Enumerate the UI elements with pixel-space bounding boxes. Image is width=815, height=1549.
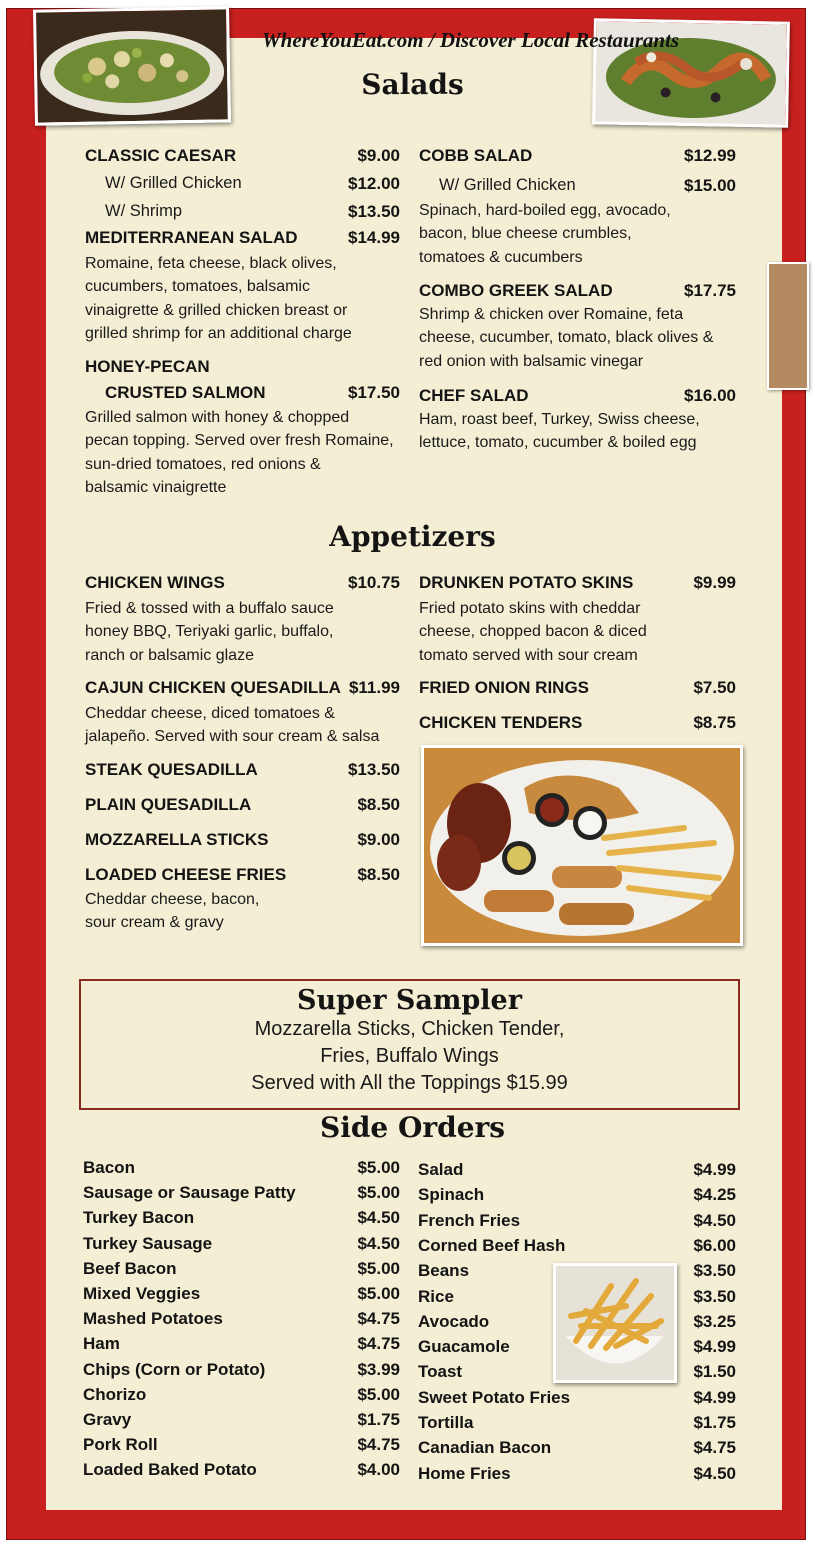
- side-tab-photo: [767, 262, 809, 390]
- mediterranean-price: $14.99: [348, 228, 400, 247]
- side-order-item: Beans: [418, 1261, 470, 1281]
- side-order-price: $5.00: [357, 1183, 400, 1203]
- desc-line: Fried potato skins with cheddar: [419, 600, 641, 617]
- side-order-item: Gravy: [83, 1410, 132, 1429]
- chicken-wings-price: $10.75: [348, 573, 400, 592]
- honey-pecan-price: $17.50: [348, 383, 400, 402]
- desc-line: tomatoes & cucumbers: [419, 248, 583, 266]
- desc-line: Spinach, hard-boiled egg, avocado,: [419, 202, 671, 219]
- side-order-price: $3.25: [693, 1311, 736, 1331]
- side-order-item: Rice: [418, 1286, 454, 1306]
- side-order-price: $5.00: [357, 1158, 400, 1177]
- side-order-price: $4.50: [693, 1463, 736, 1483]
- desc-line: Shrimp & chicken over Romaine, feta: [419, 306, 684, 323]
- chicken-wings-name: CHICKEN WINGS: [85, 573, 225, 592]
- super-sampler-line: Mozzarella Sticks, Chicken Tender,: [254, 1018, 565, 1040]
- side-order-price: $4.00: [357, 1460, 400, 1480]
- side-orders-title: Side Orders: [319, 1111, 506, 1144]
- side-order-item: Toast: [418, 1362, 463, 1382]
- appetizer-platter-photo: [421, 745, 743, 946]
- side-order-item: Bacon: [83, 1158, 135, 1177]
- desc-line: red onion with balsamic vinegar: [419, 352, 644, 370]
- desc-line: Cheddar cheese, bacon,: [85, 891, 260, 908]
- drunken-potato-skins-name: DRUNKEN POTATO SKINS: [419, 573, 634, 592]
- side-order-item: Mixed Veggies: [83, 1284, 201, 1303]
- classic-caesar-price: $9.00: [357, 146, 400, 165]
- mozzarella-sticks-price: $9.00: [357, 830, 400, 849]
- side-order-item: Canadian Bacon: [418, 1438, 552, 1458]
- desc-line: jalapeño. Served with sour cream & salsa: [85, 728, 380, 746]
- side-order-price: $4.25: [693, 1185, 736, 1205]
- side-order-price: $4.75: [357, 1334, 400, 1354]
- super-sampler-title: Super Sampler: [297, 985, 522, 1016]
- mediterranean-desc: [85, 252, 415, 345]
- classic-caesar-name: CLASSIC CAESAR: [85, 146, 237, 165]
- side-order-item: Mashed Potatoes: [83, 1309, 223, 1329]
- honey-pecan-name-1: HONEY-PECAN: [85, 357, 210, 376]
- side-order-price: $3.50: [693, 1261, 736, 1281]
- desc-line: lettuce, tomato, cucumber & boiled egg: [419, 434, 697, 452]
- side-order-item: Pork Roll: [83, 1435, 158, 1455]
- chef-salad-desc: [419, 408, 749, 455]
- cobb-chicken-option: W/ Grilled Chicken: [439, 176, 576, 194]
- side-order-item: Avocado: [418, 1311, 490, 1331]
- cobb-desc: [419, 199, 749, 269]
- cajun-quesadilla-name: CAJUN CHICKEN QUESADILLA: [85, 678, 341, 697]
- caesar-chicken-price: $12.00: [348, 174, 400, 193]
- side-order-price: $4.75: [693, 1438, 736, 1458]
- fried-onion-rings-name: FRIED ONION RINGS: [419, 678, 590, 697]
- combo-greek-name: COMBO GREEK SALAD: [419, 281, 613, 300]
- desc-line: grilled shrimp for an additional charge: [85, 324, 352, 342]
- desc-line: bacon, blue cheese crumbles,: [419, 225, 632, 243]
- desc-line: Romaine, feta cheese, black olives,: [85, 255, 337, 272]
- desc-line: Cheddar cheese, diced tomatoes &: [85, 705, 335, 722]
- side-order-price: $1.75: [693, 1413, 736, 1432]
- loaded-cheese-fries-desc: [85, 888, 415, 935]
- side-order-price: $6.00: [693, 1235, 736, 1255]
- caesar-shrimp-option: W/ Shrimp: [105, 202, 183, 220]
- side-order-item: Home Fries: [418, 1463, 511, 1483]
- side-order-price: $5.00: [357, 1258, 400, 1278]
- side-order-price: $5.00: [357, 1284, 400, 1303]
- side-order-item: Loaded Baked Potato: [83, 1460, 257, 1480]
- site-watermark: WhereYouEat.com / Discover Local Restaurants: [262, 28, 680, 52]
- desc-line: pecan topping. Served over fresh Romaine,: [85, 432, 394, 450]
- chef-salad-price: $16.00: [684, 386, 736, 405]
- side-order-price: $4.99: [693, 1337, 736, 1357]
- chicken-wings-desc: [85, 597, 415, 667]
- side-order-item: Guacamole: [418, 1337, 510, 1357]
- side-order-item: Salad: [418, 1160, 464, 1179]
- desc-line: Ham, roast beef, Turkey, Swiss cheese,: [419, 411, 700, 428]
- side-order-price: $4.75: [357, 1309, 400, 1329]
- side-order-item: Sweet Potato Fries: [418, 1387, 571, 1407]
- desc-line: Grilled salmon with honey & chopped: [85, 409, 350, 426]
- loaded-cheese-fries-name: LOADED CHEESE FRIES: [85, 865, 287, 884]
- side-order-item: Ham: [83, 1334, 120, 1354]
- drunken-potato-skins-desc: [419, 597, 749, 667]
- side-order-item: Corned Beef Hash: [418, 1235, 566, 1255]
- caesar-salad-photo: [33, 6, 231, 125]
- honey-pecan-name-2: CRUSTED SALMON: [105, 383, 266, 402]
- side-order-price: $5.00: [357, 1384, 400, 1404]
- caesar-chicken-option: W/ Grilled Chicken: [105, 174, 242, 192]
- desc-line: tomato served with sour cream: [419, 646, 638, 664]
- desc-line: Fried & tossed with a buffalo sauce: [85, 600, 334, 617]
- side-order-price: $3.99: [357, 1359, 400, 1379]
- side-order-item: Spinach: [418, 1185, 485, 1205]
- side-order-price: $4.50: [357, 1233, 400, 1253]
- desc-line: cheese, chopped bacon & diced: [419, 623, 647, 641]
- mediterranean-name: MEDITERRANEAN SALAD: [85, 228, 298, 247]
- desc-line: ranch or balsamic glaze: [85, 646, 254, 664]
- plain-quesadilla-name: PLAIN QUESADILLA: [85, 795, 252, 814]
- super-sampler-line: Served with All the Toppings $15.99: [251, 1072, 568, 1094]
- side-order-price: $3.50: [693, 1286, 736, 1306]
- desc-line: balsamic vinaigrette: [85, 478, 227, 496]
- mozzarella-sticks-name: MOZZARELLA STICKS: [85, 830, 269, 849]
- side-order-item: French Fries: [418, 1210, 521, 1230]
- side-order-item: Sausage or Sausage Patty: [83, 1183, 296, 1203]
- combo-greek-price: $17.75: [684, 281, 736, 300]
- desc-line: cucumbers, tomatoes, balsamic: [85, 278, 310, 296]
- chicken-tenders-price: $8.75: [693, 713, 736, 732]
- honey-pecan-desc: [85, 406, 415, 499]
- cajun-quesadilla-desc: [85, 702, 415, 749]
- appetizers-title: Appetizers: [329, 520, 496, 553]
- side-order-price: $1.75: [357, 1410, 400, 1429]
- chef-salad-name: CHEF SALAD: [419, 386, 529, 405]
- side-order-price: $4.75: [357, 1435, 400, 1455]
- side-order-item: Tortilla: [418, 1413, 474, 1432]
- cobb-price: $12.99: [684, 146, 736, 165]
- side-order-item: Beef Bacon: [83, 1258, 177, 1278]
- steak-quesadilla-price: $13.50: [348, 760, 400, 779]
- super-sampler-box: [79, 979, 740, 1110]
- side-order-price: $4.99: [693, 1387, 736, 1407]
- fried-onion-rings-price: $7.50: [693, 678, 736, 697]
- salads-title: Salads: [361, 68, 464, 101]
- side-order-item: Turkey Bacon: [83, 1208, 195, 1228]
- combo-greek-desc: [419, 303, 749, 373]
- loaded-cheese-fries-price: $8.50: [357, 865, 400, 884]
- cobb-name: COBB SALAD: [419, 146, 533, 165]
- desc-line: honey BBQ, Teriyaki garlic, buffalo,: [85, 623, 334, 641]
- desc-line: sour cream & gravy: [85, 914, 224, 932]
- side-order-price: $4.50: [693, 1210, 736, 1230]
- french-fries-photo: [553, 1263, 677, 1383]
- desc-line: cheese, cucumber, tomato, black olives &: [419, 329, 714, 347]
- super-sampler-line: Fries, Buffalo Wings: [320, 1045, 499, 1067]
- side-order-price: $4.99: [693, 1160, 736, 1179]
- chicken-tenders-name: CHICKEN TENDERS: [419, 713, 583, 732]
- side-order-item: Turkey Sausage: [83, 1233, 213, 1253]
- plain-quesadilla-price: $8.50: [357, 795, 400, 814]
- desc-line: vinaigrette & grilled chicken breast or: [85, 301, 348, 319]
- steak-quesadilla-name: STEAK QUESADILLA: [85, 760, 258, 779]
- side-order-price: $4.50: [357, 1208, 400, 1228]
- side-order-item: Chips (Corn or Potato): [83, 1359, 266, 1379]
- drunken-potato-skins-price: $9.99: [693, 573, 736, 592]
- caesar-shrimp-price: $13.50: [348, 202, 400, 221]
- side-order-item: Chorizo: [83, 1384, 147, 1404]
- side-order-price: $1.50: [693, 1362, 736, 1382]
- desc-line: sun-dried tomatoes, red onions &: [85, 455, 321, 473]
- cobb-chicken-price: $15.00: [684, 176, 736, 195]
- cajun-quesadilla-price: $11.99: [348, 678, 400, 697]
